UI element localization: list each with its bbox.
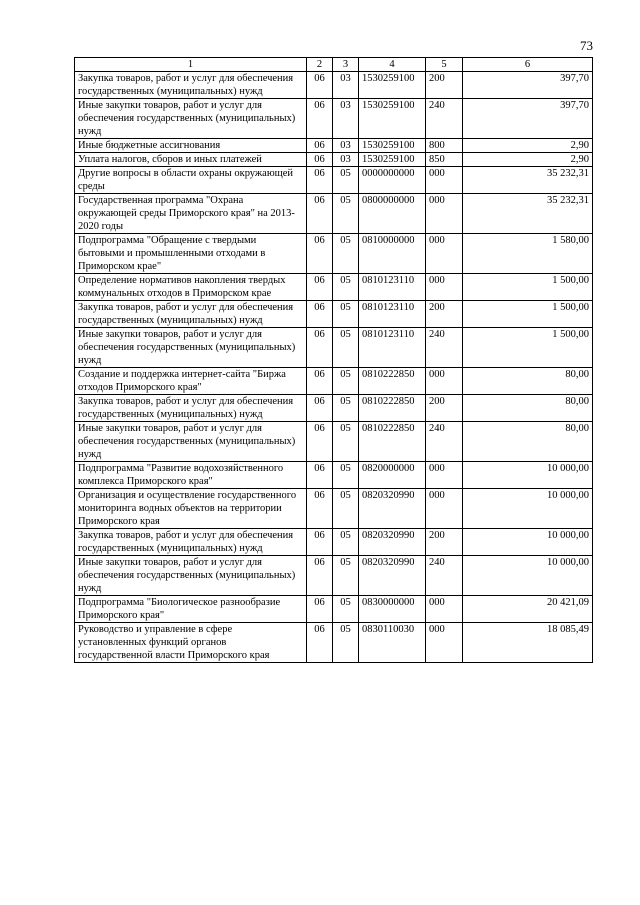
row-amount: 1 500,00 [463,274,593,301]
row-expense-type: 240 [426,99,463,139]
row-section: 06 [307,596,333,623]
row-amount: 18 085,49 [463,623,593,663]
table-row [75,72,593,99]
row-subsection: 05 [333,596,359,623]
col-header-2: 2 [307,58,333,72]
table-row [75,596,593,623]
table-row [75,462,593,489]
table-row [75,529,593,556]
table-row [75,328,593,368]
row-target-code: 0800000000 [359,194,426,234]
row-amount: 10 000,00 [463,462,593,489]
row-target-code: 0810123110 [359,301,426,328]
row-expense-type: 200 [426,395,463,422]
row-amount: 2,90 [463,139,593,153]
row-amount: 10 000,00 [463,556,593,596]
row-section: 06 [307,395,333,422]
table-row [75,274,593,301]
row-expense-type: 240 [426,556,463,596]
row-expense-type: 000 [426,194,463,234]
row-name: Иные закупки товаров, работ и услуг для обеспечения государственных (муниципальных) нужд [75,328,307,368]
row-subsection: 03 [333,99,359,139]
row-target-code: 0810123110 [359,274,426,301]
table-row [75,623,593,663]
row-section: 06 [307,556,333,596]
row-section: 06 [307,194,333,234]
row-section: 06 [307,462,333,489]
row-section: 06 [307,274,333,301]
row-section: 06 [307,623,333,663]
row-section: 06 [307,368,333,395]
row-target-code: 1530259100 [359,153,426,167]
row-subsection: 05 [333,368,359,395]
table-row [75,556,593,596]
row-expense-type: 240 [426,422,463,462]
row-expense-type: 800 [426,139,463,153]
row-expense-type: 000 [426,596,463,623]
row-subsection: 05 [333,194,359,234]
row-name: Определение нормативов накопления твердых коммунальных отходов в Приморском крае [75,274,307,301]
row-amount: 10 000,00 [463,489,593,529]
row-expense-type: 200 [426,529,463,556]
row-section: 06 [307,301,333,328]
table-row [75,422,593,462]
row-amount: 10 000,00 [463,529,593,556]
row-name: Государственная программа "Охрана окружающей среды Приморского края" на 2013-2020 годы [75,194,307,234]
row-amount: 35 232,31 [463,194,593,234]
row-amount: 20 421,09 [463,596,593,623]
col-header-1: 1 [75,58,307,72]
row-section: 06 [307,489,333,529]
row-section: 06 [307,234,333,274]
row-name: Закупка товаров, работ и услуг для обеспечения государственных (муниципальных) нужд [75,72,307,99]
row-target-code: 0810123110 [359,328,426,368]
row-name: Закупка товаров, работ и услуг для обеспечения государственных (муниципальных) нужд [75,529,307,556]
row-section: 06 [307,139,333,153]
col-header-5: 5 [426,58,463,72]
row-target-code: 0820000000 [359,462,426,489]
row-target-code: 0820320990 [359,556,426,596]
row-amount: 1 580,00 [463,234,593,274]
row-subsection: 05 [333,422,359,462]
row-name: Уплата налогов, сборов и иных платежей [75,153,307,167]
row-amount: 1 500,00 [463,328,593,368]
row-subsection: 05 [333,529,359,556]
row-target-code: 0810222850 [359,422,426,462]
table-row [75,489,593,529]
row-subsection: 05 [333,301,359,328]
row-subsection: 05 [333,234,359,274]
row-amount: 2,90 [463,153,593,167]
row-amount: 397,70 [463,99,593,139]
row-section: 06 [307,99,333,139]
row-section: 06 [307,72,333,99]
row-subsection: 03 [333,72,359,99]
row-target-code: 0810000000 [359,234,426,274]
row-name: Подпрограмма "Развитие водохозяйственного комплекса Приморского края" [75,462,307,489]
row-target-code: 0000000000 [359,167,426,194]
col-header-6: 6 [463,58,593,72]
row-name: Создание и поддержка интернет-сайта "Биржа отходов Приморского края" [75,368,307,395]
row-target-code: 0830000000 [359,596,426,623]
table-row [75,139,593,153]
page-number: 73 [580,38,593,53]
row-subsection: 05 [333,489,359,529]
row-amount: 1 500,00 [463,301,593,328]
table-row [75,153,593,167]
row-expense-type: 000 [426,368,463,395]
row-expense-type: 200 [426,72,463,99]
row-name: Другие вопросы в области охраны окружающей среды [75,167,307,194]
row-section: 06 [307,422,333,462]
row-target-code: 1530259100 [359,99,426,139]
table-row [75,167,593,194]
table-row [75,99,593,139]
table-row [75,301,593,328]
table-row [75,234,593,274]
row-section: 06 [307,529,333,556]
row-target-code: 0830110030 [359,623,426,663]
row-expense-type: 000 [426,489,463,529]
row-subsection: 05 [333,274,359,301]
row-amount: 80,00 [463,395,593,422]
table-row [75,194,593,234]
row-section: 06 [307,167,333,194]
row-section: 06 [307,328,333,368]
header-row [75,58,593,72]
table-row [75,368,593,395]
row-name: Иные закупки товаров, работ и услуг для обеспечения государственных (муниципальных) нужд [75,422,307,462]
row-expense-type: 000 [426,462,463,489]
row-subsection: 05 [333,328,359,368]
row-amount: 80,00 [463,368,593,395]
row-expense-type: 000 [426,274,463,301]
row-amount: 80,00 [463,422,593,462]
row-subsection: 05 [333,167,359,194]
budget-table [74,57,593,663]
row-target-code: 1530259100 [359,72,426,99]
row-name: Организация и осуществление государственного мониторинга водных объектов на территории Приморского края [75,489,307,529]
row-name: Руководство и управление в сфере установленных функций органов государственной власти Приморского края [75,623,307,663]
row-expense-type: 000 [426,167,463,194]
row-subsection: 05 [333,462,359,489]
row-expense-type: 200 [426,301,463,328]
row-name: Закупка товаров, работ и услуг для обеспечения государственных (муниципальных) нужд [75,395,307,422]
col-header-4: 4 [359,58,426,72]
row-subsection: 03 [333,153,359,167]
row-amount: 397,70 [463,72,593,99]
row-name: Подпрограмма "Биологическое разнообразие Приморского края" [75,596,307,623]
row-target-code: 1530259100 [359,139,426,153]
table-body [75,72,593,663]
row-target-code: 0810222850 [359,368,426,395]
row-target-code: 0820320990 [359,489,426,529]
row-target-code: 0820320990 [359,529,426,556]
row-expense-type: 000 [426,623,463,663]
row-name: Подпрограмма "Обращение с твердыми бытовыми и промышленными отходами в Приморском крае" [75,234,307,274]
row-subsection: 03 [333,139,359,153]
row-name: Закупка товаров, работ и услуг для обеспечения государственных (муниципальных) нужд [75,301,307,328]
row-subsection: 05 [333,623,359,663]
row-subsection: 05 [333,556,359,596]
row-expense-type: 240 [426,328,463,368]
table-row [75,395,593,422]
row-expense-type: 000 [426,234,463,274]
row-expense-type: 850 [426,153,463,167]
col-header-3: 3 [333,58,359,72]
row-name: Иные бюджетные ассигнования [75,139,307,153]
row-section: 06 [307,153,333,167]
row-subsection: 05 [333,395,359,422]
row-name: Иные закупки товаров, работ и услуг для обеспечения государственных (муниципальных) нужд [75,99,307,139]
row-target-code: 0810222850 [359,395,426,422]
row-amount: 35 232,31 [463,167,593,194]
row-name: Иные закупки товаров, работ и услуг для обеспечения государственных (муниципальных) нужд [75,556,307,596]
